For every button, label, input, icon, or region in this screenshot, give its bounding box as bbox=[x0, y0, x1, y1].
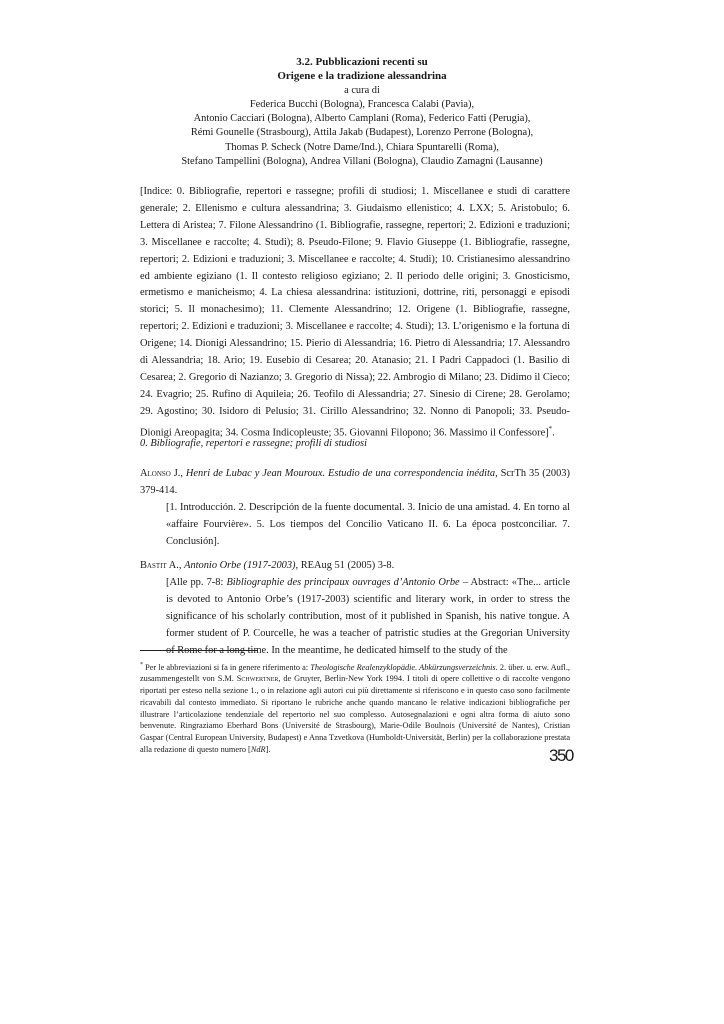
entry-title: Antonio Orbe (1917-2003) bbox=[184, 560, 296, 571]
bibliography-entry bbox=[140, 466, 570, 551]
footnote-text-1: Per le abbreviazioni si fa in genere riferimento a: bbox=[143, 662, 311, 672]
footnote-marker: * bbox=[548, 424, 553, 433]
entry-citation bbox=[140, 466, 570, 500]
indice-text: [Indice: 0. Bibliografie, repertori e rassegne; profili di studiosi; 1. Miscellanee e studi di carattere generale; 2. Ellenismo e cultura alessandrina; 3. Giudaismo ellenistico; 4. LXX; 5. Aristobulo; 6. Lettera di Aristea; 7. Filone Alessandrino (1. Bibliografie, rassegne, repertori; 2. Edizioni e traduzioni; 3. Miscellanee e raccolte; 4. Studi); 8. Pseudo-Filone; 9. Flavio Giuseppe (1. Bibliografie, rassegne, repertori; 2. Edizioni e traduzioni; 3. Miscellanee e raccolte; 4. Studi); 10. Cristianesimo alessandrino ed ambiente egiziano (1. Il contesto religioso egiziano; 2. Il periodo delle origini; 3. Gnosticismo, ermetismo e manicheismo; 4. La chiesa alessandrina: istituzioni, dottrine, riti, personaggi e episodi storici; 5. Il monachesimo); 11. Clemente Alessandrino; 12. Origene (1. Bibliografie, rassegne, repertori; 2. Edizioni e traduzioni; 3. Miscellanee e raccolte; 4. Studi); 13. L’origenismo e la fortuna di Origene; 14. Dionigi Alessandrino; 15. Pierio di Alessandria; 16. Pietro di Alessandria; 17. Alessandro di Alessandria; 18. Ario; 19. Eusebio di Cesarea; 20. Atanasio; 21. I Padri Cappadoci (1. Basilio di Cesarea; 2. Gregorio di Nazianzo; 3. Gregorio di Nissa); 22. Ambrogio di Milano; 23. Didimo il Cieco; 24. Evagrio; 25. Rufino di Aquileia; 26. Teofilo di Alessandria; 27. Sinesio di Cirene; 28. Gerolamo; 29. Agostino; 30. Isidoro di Pelusio; 31. Cirillo Alessandrino; 32. Nonno di Panopoli; 33. Pseudo-Dionigi Areopagita; 34. Cosma Indicopleuste; 35. Giovanni Filopono; 36. Massimo il Confessore] bbox=[140, 186, 570, 439]
article-header bbox=[120, 55, 604, 169]
entry-citation bbox=[140, 558, 570, 575]
entry-abstract bbox=[140, 575, 570, 660]
contributor-line: Federica Bucchi (Bologna), Francesca Calabi (Pavia), bbox=[249, 98, 475, 110]
footnote-separator bbox=[140, 650, 258, 651]
subsection-heading: 0. Bibliografie, repertori e rassegne; profili di studiosi bbox=[140, 438, 367, 449]
footnote-text-3: , de Gruyter, Berlin-New York 1994. I titoli di opere collettive o di raccolte vengono riportati per esteso nella sezione 1., o in relazione agli autori cui più direttamente si riferiscono e in questo caso sono facilmente ricavabili dal contesto immediato. Si riportano le rubriche anche quando mancano le relative indicazioni bibliografiche per illustrare l’articolazione tendenziale del repertorio nel suo complesso. Autosegnalazioni e ogni altra forma di aiuto sono benvenute. Ringraziamo Eberhard Bons (Université de Strasbourg), Marie-Odile Boulnois (Université de Nantes), Cristian Gaspar (Central European University, Budapest) e Anna Tzvetkova (Humboldt-Universität, Berlin) per la collaborazione prestata alla redazione di questo numero [ bbox=[140, 674, 570, 754]
page-number: 350 bbox=[549, 746, 573, 765]
table-of-contents: [Indice: 0. Bibliografie, repertori e rassegne; profili di studiosi; 1. Miscellanee e studi di carattere generale; 2. Ellenismo e cultura alessandrina; 3. Giudaismo ellenistico; 4. LXX; 5. Aristobulo; 6. Lettera di Aristea; 7. Filone Alessandrino (1. Bibliografie, rassegne, repertori; 2. Edizioni e traduzioni; 3. Miscellanee e raccolte; 4. Studi); 8. Pseudo-Filone; 9. Flavio Giuseppe (1. Bibliografie, rassegne, repertori; 2. Edizioni e traduzioni; 3. Miscellanee e raccolte; 4. Studi); 10. Cristianesimo alessandrino ed ambiente egiziano (1. Il contesto religioso egiziano; 2. Il periodo delle origini; 3. Gnosticismo, ermetismo e manicheismo; 4. La chiesa alessandrina: istituzioni, dottrine, riti, personaggi e episodi storici; 5. Il monachesimo); 11. Clemente Alessandrino; 12. Origene (1. Bibliografie, rassegne, repertori; 2. Edizioni e traduzioni; 3. Miscellanee e raccolte; 4. Studi); 13. L’origenismo e la fortuna di Origene; 14. Dionigi Alessandrino; 15. Pierio di Alessandria; 16. Pietro di Alessandria; 17. Alessandro di Alessandria; 18. Ario; 19. Eusebio di Cesarea; 20. Atanasio; 21. I Padri Cappadoci (1. Basilio di Cesarea; 2. Gregorio di Nazianzo; 3. Gregorio di Nissa); 22. Ambrogio di Milano; 23. Didimo il Cieco; 24. Evagrio; 25. Rufino di Aquileia; 26. Teofilo di Alessandria; 27. Sinesio di Cirene; 28. Gerolamo; 29. Agostino; 30. Isidoro di Pelusio; 31. Cirillo Alessandrino; 32. Nonno di Panopoli; 33. Pseudo-Dionigi Areopagita; 34. Cosma Indicopleuste; 35. Giovanni Filopono; 36. Massimo il Confessore]*. bbox=[140, 186, 570, 439]
entry-author: Alonso J., bbox=[140, 468, 183, 479]
entry-reference: , ScrTh 35 (2003) 379-414. bbox=[140, 468, 570, 496]
contributor-line: Stefano Tampellini (Bologna), Andrea Villani (Bologna), Claudio Zamagni (Lausanne) bbox=[181, 156, 543, 168]
footnote-italic-2: NdR bbox=[250, 744, 266, 754]
footnote bbox=[140, 660, 570, 755]
footnote-smallcaps: Schwertner bbox=[236, 674, 279, 684]
footnote-text-2: . 2. über. u. erw. Aufl., zusammengestellt von S.M. bbox=[140, 662, 570, 684]
contributor-line: Antonio Cacciari (Bologna), Alberto Camplani (Roma), Federico Fatti (Perugia), bbox=[193, 113, 531, 125]
abstract-text: – Abstract: «The... article is devoted to Antonio Orbe’s (1917-2003) scientific and literary work, in order to stress the significance of his scholarly contribution, most of it published in Spanish, his native tongue. A former student of P. Courcelle, he was a teacher of patristic studies at the Gregorian University of Rome for a long time. In the meantime, he dedicated himself to the study of the bbox=[166, 576, 570, 656]
contributor-line: Thomas P. Scheck (Notre Dame/Ind.), Chiara Spuntarelli (Roma), bbox=[225, 141, 499, 153]
entry-abstract: [1. Introducción. 2. Descripción de la fuente documental. 3. Inicio de una amistad. 4. En torno al «affaire Fourvière». 5. Los tiempos del Concilio Vaticano II. 6. La época postconciliar. 7. Conclusión]. bbox=[166, 501, 570, 547]
contributor-line: Rémi Gounelle (Strasbourg), Attila Jakab (Budapest), Lorenzo Perrone (Bologna), bbox=[190, 127, 534, 139]
footnote-text-4: ]. bbox=[265, 744, 271, 754]
bibliography-entry bbox=[140, 558, 570, 659]
section-title-line-1: 3.2. Pubblicazioni recenti su bbox=[296, 56, 428, 68]
section-title-line-2: Origene e la tradizione alessandrina bbox=[277, 70, 447, 83]
abstract-italic-title: Bibliographie des principaux ouvrages d’Antonio Orbe bbox=[226, 576, 460, 588]
footnote-mark: * bbox=[140, 662, 143, 668]
entry-title: Henri de Lubac y Jean Mouroux. Estudio de una correspondencia inédita bbox=[185, 468, 496, 479]
entry-reference: , REAug 51 (2005) 3-8. bbox=[295, 560, 395, 571]
entry-author: Bastit A., bbox=[140, 560, 182, 571]
curated-by-label: a cura di bbox=[344, 84, 380, 96]
footnote-italic-1: Theologische Realenzyklopädie. Abkürzungsverzeichnis bbox=[310, 662, 496, 672]
abstract-prefix: [Alle pp. 7-8: bbox=[166, 576, 227, 588]
